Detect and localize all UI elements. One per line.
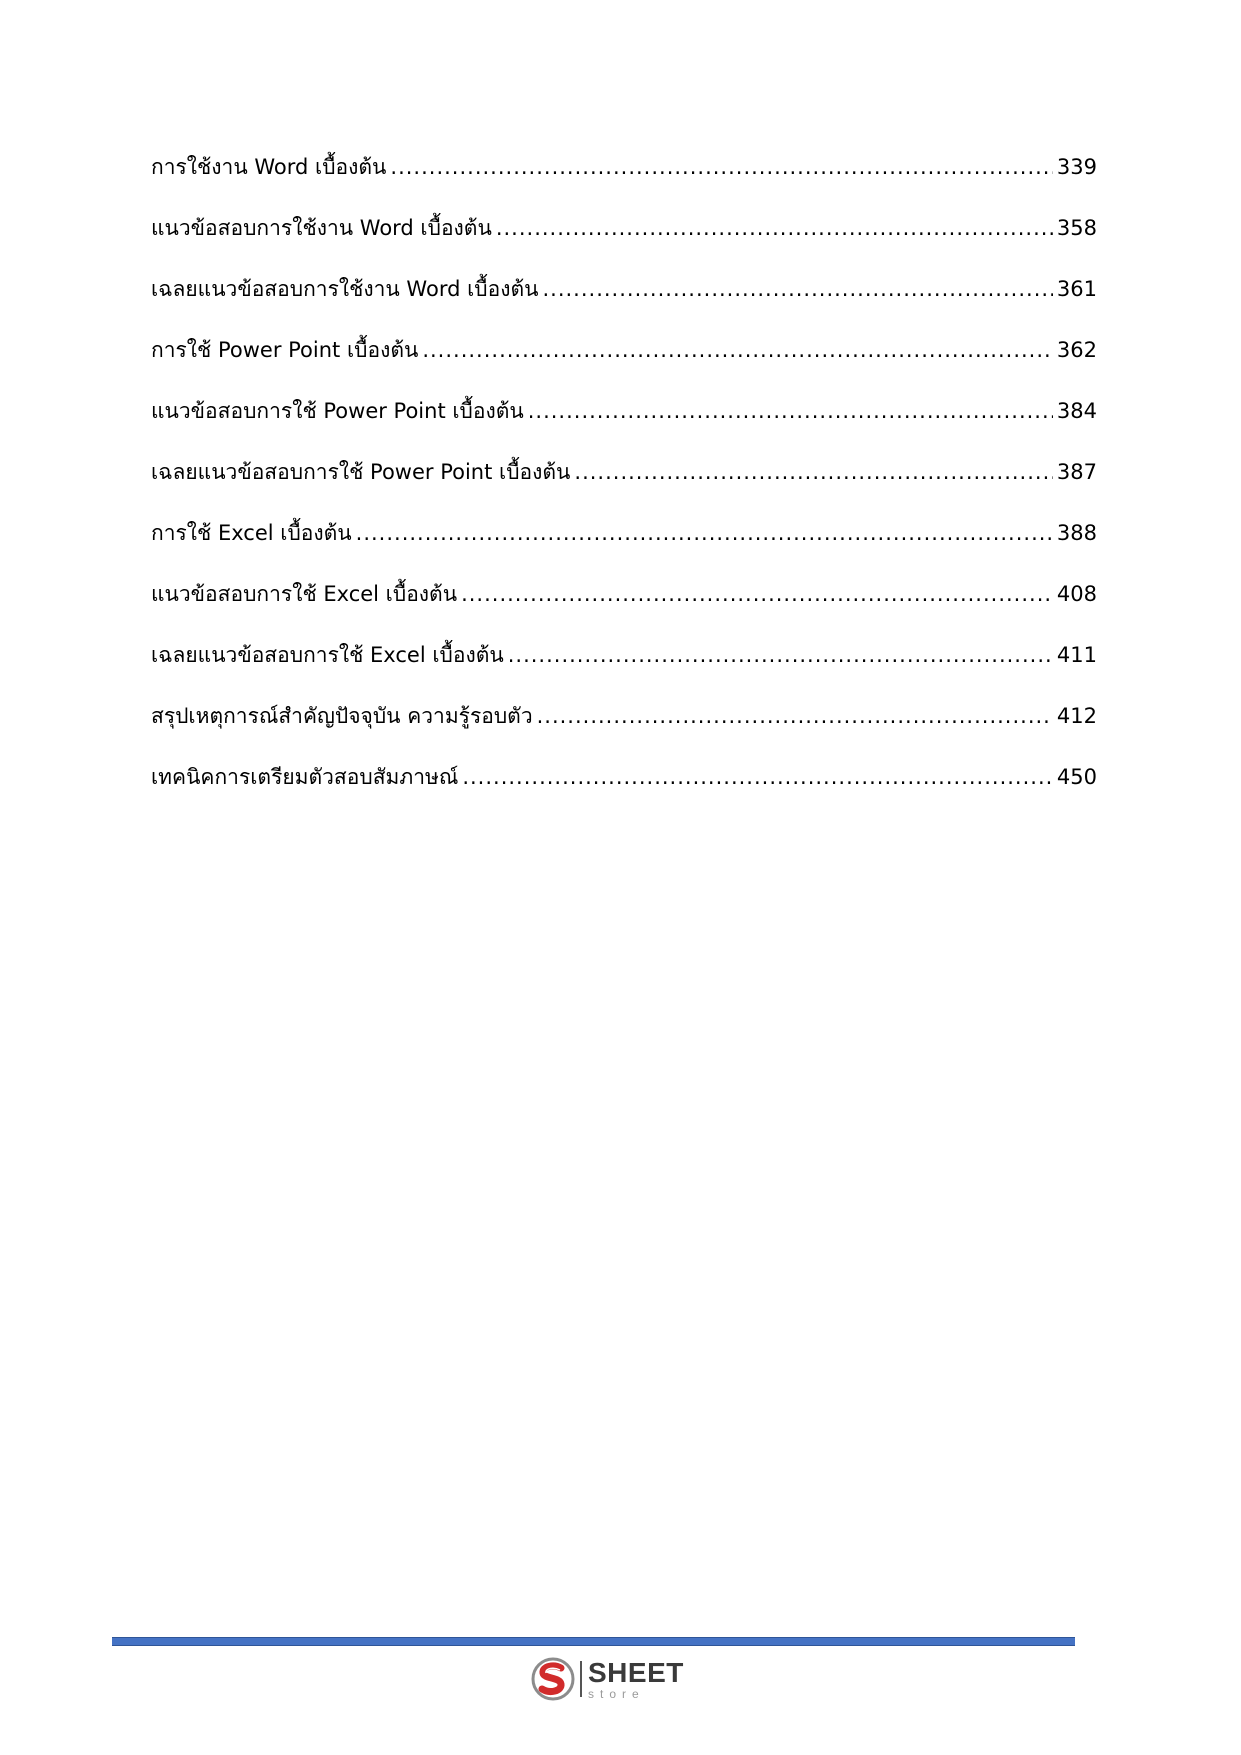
toc-entry-page: 411 [1056,643,1097,667]
toc-entry[interactable] [151,152,1097,213]
toc-entry-page: 384 [1056,399,1097,423]
toc-entry[interactable] [151,396,1097,457]
toc-entry-page: 387 [1056,460,1097,484]
toc-dot-leader [528,396,1053,426]
toc-dot-leader [462,762,1053,792]
toc-entry[interactable] [151,213,1097,274]
sheet-store-logo [530,1655,684,1703]
toc-dot-leader [390,152,1053,182]
toc-entry[interactable] [151,762,1097,823]
toc-entry[interactable] [151,274,1097,335]
toc-entry[interactable] [151,701,1097,762]
logo-divider [580,1661,582,1697]
toc-entry-title: แนวข้อสอบการใช้ Power Point เบื้องต้น [151,399,524,423]
toc-entry[interactable] [151,579,1097,640]
toc-dot-leader [537,701,1053,731]
toc-dot-leader [542,274,1052,304]
sheet-store-s-logo-icon [530,1656,576,1702]
table-of-contents [151,152,1097,823]
toc-entry-title: เฉลยแนวข้อสอบการใช้ Excel เบื้องต้น [151,643,504,667]
toc-entry-title: การใช้ Excel เบื้องต้น [151,521,352,545]
toc-entry-title: การใช้งาน Word เบื้องต้น [151,155,387,179]
toc-entry-page: 362 [1056,338,1097,362]
toc-entry-title: แนวข้อสอบการใช้ Excel เบื้องต้น [151,582,458,606]
toc-dot-leader [574,457,1053,487]
toc-entry-title: เฉลยแนวข้อสอบการใช้ Power Point เบื้องต้น [151,460,571,484]
toc-dot-leader [496,213,1053,243]
toc-entry-page: 339 [1056,155,1097,179]
toc-entry-title: แนวข้อสอบการใช้งาน Word เบื้องต้น [151,216,492,240]
toc-dot-leader [461,579,1053,609]
toc-entry[interactable] [151,518,1097,579]
toc-entry-title: เทคนิคการเตรียมตัวสอบสัมภาษณ์ [151,765,459,789]
toc-entry[interactable] [151,335,1097,396]
toc-entry-title: การใช้ Power Point เบื้องต้น [151,338,419,362]
logo-brand-text: SHEET [588,1656,684,1688]
toc-dot-leader [508,640,1053,670]
toc-entry-page: 361 [1056,277,1097,301]
toc-entry[interactable] [151,457,1097,518]
toc-entry-page: 358 [1056,216,1097,240]
toc-dot-leader [356,518,1053,548]
toc-entry[interactable] [151,640,1097,701]
toc-dot-leader [422,335,1053,365]
toc-entry-page: 412 [1056,704,1097,728]
footer-divider [112,1637,1075,1646]
toc-entry-title: เฉลยแนวข้อสอบการใช้งาน Word เบื้องต้น [151,277,539,301]
logo-sub-text: store [588,1686,645,1701]
toc-entry-page: 388 [1056,521,1097,545]
toc-entry-page: 450 [1056,765,1097,789]
toc-entry-page: 408 [1056,582,1097,606]
toc-entry-title: สรุปเหตุการณ์สำคัญปัจจุบัน ความรู้รอบตัว [151,704,533,728]
logo-wordmark [588,1656,684,1701]
